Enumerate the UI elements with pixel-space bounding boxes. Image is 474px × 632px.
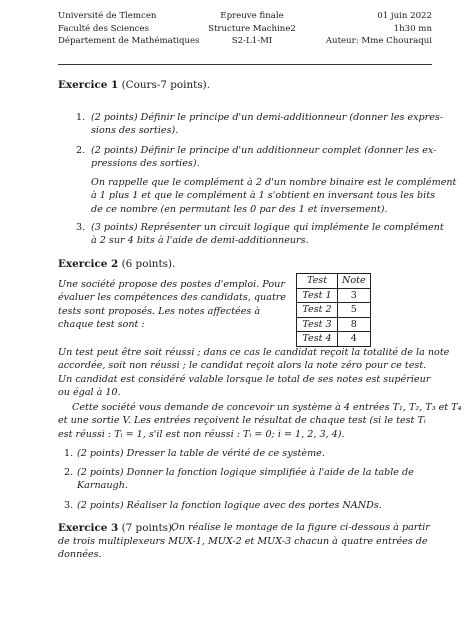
header-center [208, 10, 296, 48]
ex2-paragraph-2: Cette société vous demande de concevoir un système à 4 entrées T₁, T₂, T₃ et T₄ et une sortie V. Les entrées reçoivent le résultat de chaque test (si le test Tᵢ est réussi : Tᵢ = 1, s'il est non réussi : Tᵢ = 0; i = 1, 2, 3, 4). [58, 402, 462, 440]
ex2-item-1: (2 points) Dresser la table de vérité de ce système. [77, 448, 325, 459]
header-divider [58, 64, 432, 65]
exam-duration: 1h30 mn [393, 23, 432, 34]
table-cell-note: 8 [338, 317, 371, 332]
ex1-item-1: (2 points) Définir le principe d'un demi-additionneur (donner les expres- sions des sorties). [91, 112, 444, 137]
ex2-item-2-number: 2. [64, 467, 74, 478]
exam-date: 01 juin 2022 [377, 11, 432, 21]
header-left [58, 10, 200, 48]
table-cell-test: Test 2 [297, 303, 338, 318]
ex2-item-3-number: 3. [64, 500, 74, 511]
university-name: Université de Tlemcen [58, 11, 157, 21]
faculty-name: Faculté des Sciences [58, 23, 149, 34]
exam-author: Auteur: Mme Chouraqui [325, 36, 432, 47]
table-header-row [297, 274, 371, 289]
table-cell-note: 4 [338, 332, 371, 347]
ex3-body: de trois multiplexeurs MUX-1, MUX-2 et MUX-3 chacun à quatre entrées de données. [58, 536, 428, 561]
exam-type: Epreuve finale [220, 11, 284, 21]
ex1-item-3-number: 3. [76, 222, 86, 233]
ex1-reminder: On rappelle que le complément à 2 d'un nombre binaire est le complément à 1 plus 1 et que le complément à 1 s'obtient en inversant tous les bits de ce nombre (en permutant les 0 par des 1 et inversement). [91, 177, 457, 215]
table-row [297, 288, 371, 303]
table-row [297, 303, 371, 318]
ex1-item-2-number: 2. [76, 145, 86, 156]
table-cell-test: Test 1 [297, 288, 338, 303]
exercise-1-title: Exercice 1 (Cours-7 points). [58, 79, 211, 91]
ex3-line-1: On réalise le montage de la figure ci-dessous à partir [171, 522, 430, 533]
header-right [326, 10, 432, 48]
table-row [297, 332, 371, 347]
department-name: Département de Mathématiques [58, 36, 200, 47]
exercise-3-title: Exercice 3 (7 points). [58, 522, 176, 534]
table-cell-test: Test 3 [297, 317, 338, 332]
table-header-note: Note [338, 274, 371, 289]
ex2-intro: Une société propose des postes d'emploi. Pour évaluer les compétences des candidats, quatre tests sont proposés. Les notes affectées à chaque test sont : [58, 279, 287, 331]
ex2-item-3: (2 points) Réaliser la fonction logique avec des portes NANDs. [77, 500, 382, 511]
exercise-2-title: Exercice 2 (6 points). [58, 258, 176, 270]
ex2-item-1-number: 1. [64, 448, 74, 459]
ex2-paragraph-1: Un test peut être soit réussi ; dans ce cas le candidat reçoit la totalité de la note accordée, soit non réussi ; le candidat reçoit alors la note zéro pour ce test. Un candidat est considéré valable lorsque le total de ses notes est supérieur ou égal à 10. [58, 347, 450, 399]
test-notes-table [296, 273, 371, 347]
table-cell-test: Test 4 [297, 332, 338, 347]
table-cell-note: 3 [338, 288, 371, 303]
table-header-test: Test [297, 274, 338, 289]
table-cell-note: 5 [338, 303, 371, 318]
ex1-item-3: (3 points) Représenter un circuit logique qui implémente le complément à 2 sur 4 bits à l'aide de demi-additionneurs. [91, 222, 444, 247]
course-name: Structure Machine2 [208, 23, 296, 34]
course-level: S2-L1-MI [231, 36, 273, 47]
ex1-item-1-number: 1. [76, 112, 86, 123]
ex2-item-2: (2 points) Donner la fonction logique simplifiée à l'aide de la table de Karnaugh. [77, 467, 414, 492]
ex1-item-2: (2 points) Définir le principe d'un additionneur complet (donner les ex- pressions des sorties). [91, 145, 437, 170]
table-row [297, 317, 371, 332]
